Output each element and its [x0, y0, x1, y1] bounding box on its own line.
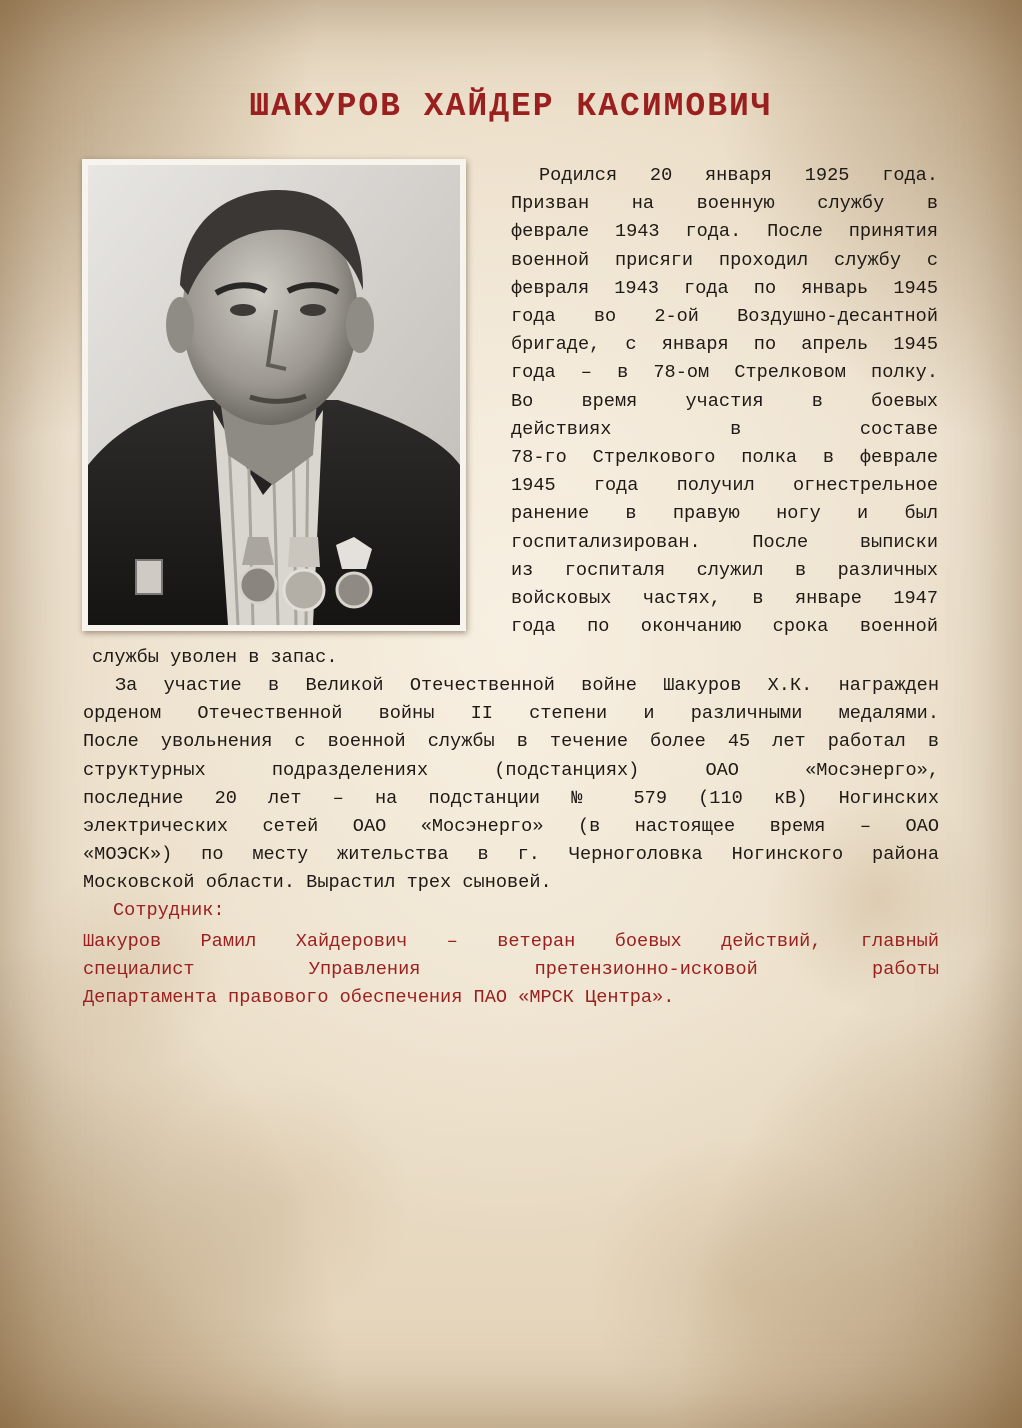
main-line: После увольнения с военной службы в течение более 45 лет работал в [83, 731, 939, 753]
lead-line: Во время участия в боевых [511, 390, 938, 412]
page-title: ШАКУРОВ ХАЙДЕР КАСИМОВИЧ [249, 88, 773, 125]
main-line: последние 20 лет – на подстанции № 579 (110 кВ) Ногинских [83, 787, 939, 809]
lead-line: года – в 78-ом Стрелковом полку. [511, 362, 938, 384]
lead-line: ранение в правую ногу и был [511, 503, 938, 525]
main-line: структурных подразделениях (подстанциях) ОАО «Мосэнерго», [83, 759, 939, 781]
employee-line: Департамента правового обеспечения ПАО «МРСК Центра». [83, 987, 675, 1009]
lead-line: из госпиталя служил в различных [511, 559, 938, 581]
lead-line: действиях в составе [511, 418, 938, 440]
main-line: Московской области. Вырастил трех сыновей. [83, 872, 552, 894]
main-line: «МОЭСК») по месту жительства в г. Черноголовка Ногинского района [83, 844, 939, 866]
employee-line: Шакуров Рамил Хайдерович – ветеран боевых действий, главный [83, 931, 939, 952]
lead-line: Родился 20 января 1925 года. [539, 165, 938, 186]
main-line: орденом Отечественной войны II степени и различными медалями. [83, 703, 939, 725]
lead-line: 1945 года получил огнестрельное [511, 475, 938, 497]
lead-line: военной присяги проходил службу с [511, 249, 938, 271]
main-line: электрических сетей ОАО «Мосэнерго» (в настоящее время – ОАО [83, 816, 939, 838]
lead-line: госпитализирован. После выписки [511, 531, 938, 553]
lead-line: года по окончанию срока военной [511, 616, 938, 638]
employee-info [83, 928, 939, 1013]
portrait-photo [88, 165, 460, 625]
lead-line: 78-го Стрелкового полка в феврале [511, 447, 938, 469]
lead-line: Призван на военную службу в [511, 193, 938, 215]
lead-line: феврале 1943 года. После принятия [511, 221, 938, 243]
lead-line: февраля 1943 года по январь 1945 [511, 277, 938, 299]
biography-main [83, 672, 939, 898]
lead-line: года во 2-ой Воздушно-десантной [511, 306, 938, 328]
biography-lead [511, 162, 938, 641]
biography-continuation: службы уволен в запас. [92, 647, 338, 668]
main-line: За участие в Великой Отечественной войне Шакуров Х.К. награжден [115, 675, 939, 696]
lead-line: бригаде, с января по апрель 1945 [511, 334, 938, 356]
lead-line: войсковых частях, в январе 1947 [511, 588, 938, 610]
employee-label: Сотрудник: [113, 900, 225, 921]
portrait-photo-frame [82, 159, 466, 631]
employee-line: специалист Управления претензионно-исковой работы [83, 959, 939, 981]
